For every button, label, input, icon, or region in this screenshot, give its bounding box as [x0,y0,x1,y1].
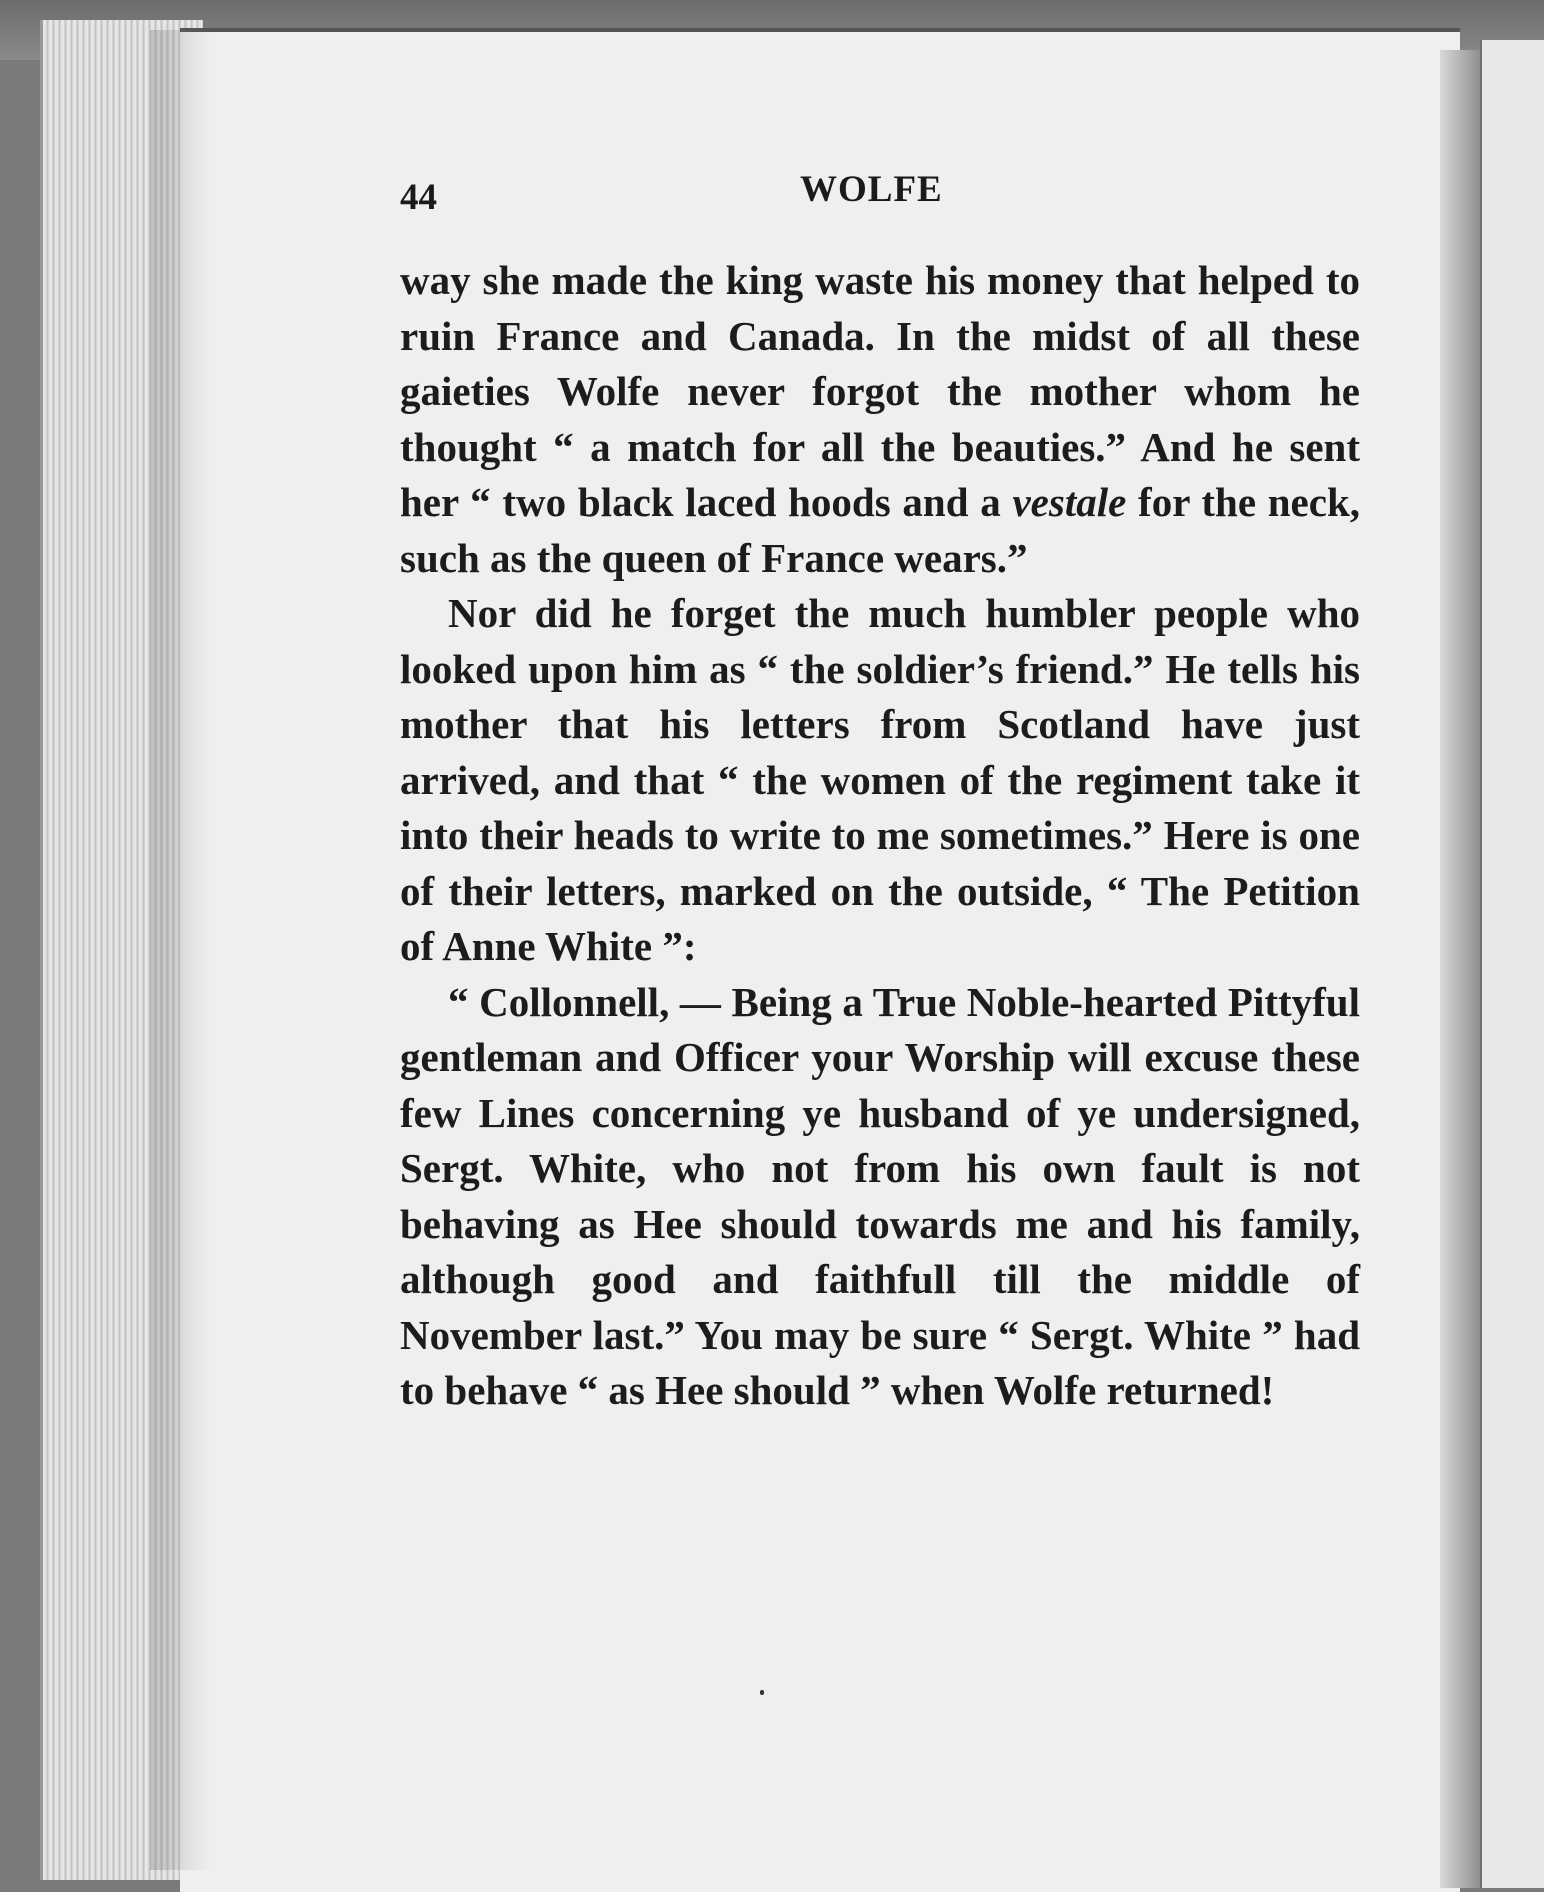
italic-word: vestale [1012,479,1127,525]
ink-speck [760,1690,764,1695]
page-header [400,168,1358,218]
paragraph-1 [400,253,1360,586]
facing-page-edge [1480,40,1544,1888]
paragraph-2: Nor did he forget the much humbler people who looked upon him as “ the soldier’s friend.” He tells his mother that his letters from Scotland have just arrived, and that “ the women of the regiment take it into their heads to write to me sometimes.” Here is one of their letters, marked on the outside, “ The Petition of Anne White ”: [400,590,1360,969]
body-text [400,253,1360,1419]
paragraph-3: “ Collonnell, — Being a True Noble-hearted Pittyful gentleman and Officer your Worship will excuse these few Lines concerning ye husband of ye undersigned, Sergt. White, who not from his own fault is not behaving as Hee should towards me and his family, although good and faithfull till the middle of November last.” You may be sure “ Sergt. White ” had to behave “ as Hee should ” when Wolfe returned! [400,978,1360,1413]
spine-shadow [150,30,210,1870]
paragraph-1-text-before: way she made the king waste his money that helped to ruin France and Canada. In the midst of all these gaieties Wolfe never forgot the mother whom he thought “ a match for all the beauties.” And he sent her “ two black laced hoods and a [400,257,1360,525]
running-head: WOLFE [800,169,943,210]
gutter-shadow [1440,50,1480,1888]
paragraph-1-text-after: for the neck, such as the queen of France wears.” [400,479,1360,581]
page-number: 44 [400,177,437,218]
